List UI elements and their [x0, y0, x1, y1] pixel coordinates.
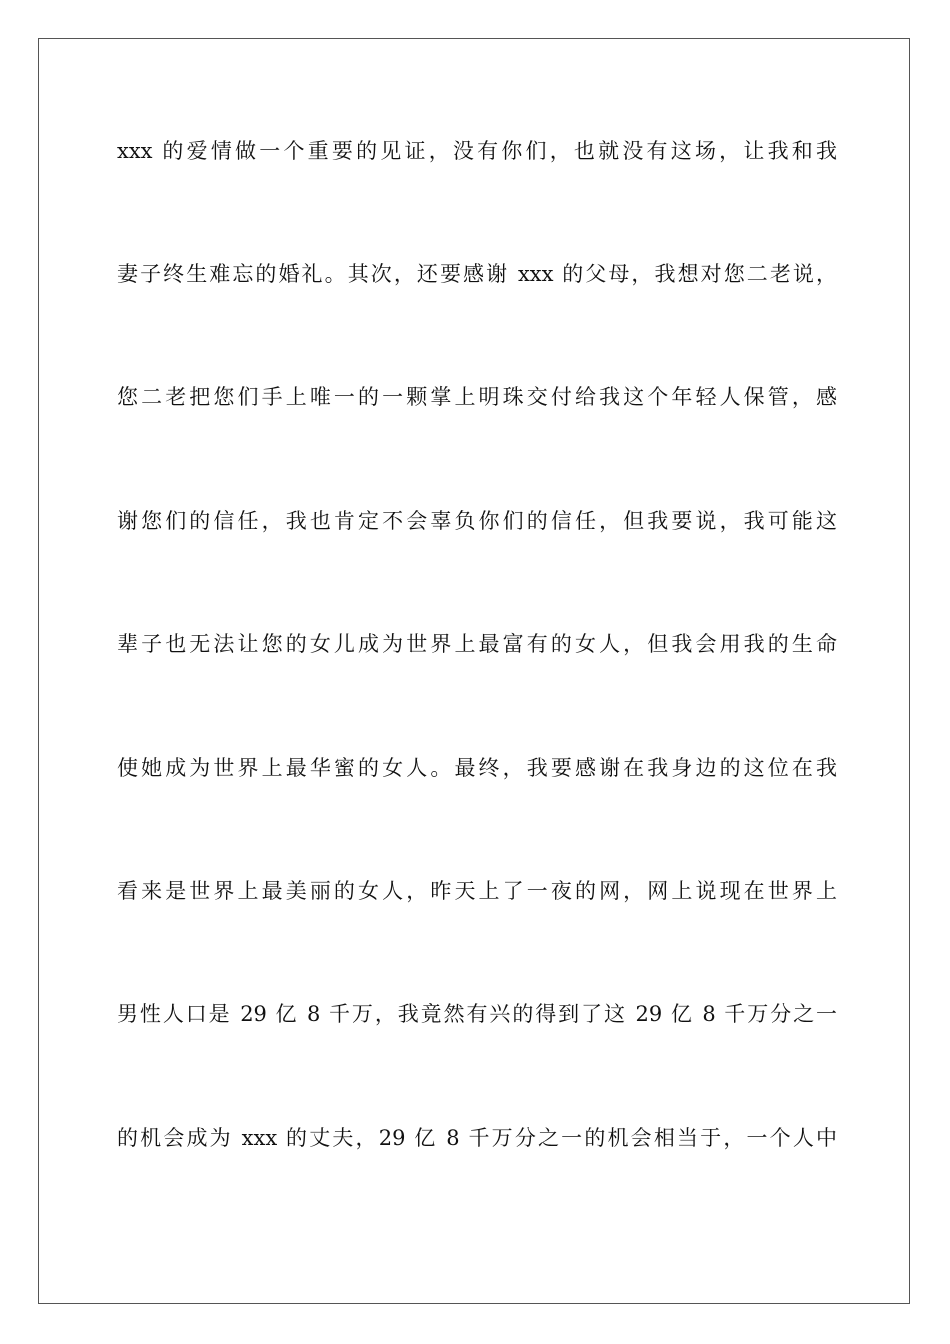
paragraph-line: 男性人口是 29 亿 8 千万，我竟然有兴的得到了这 29 亿 8 千万分之一 [117, 1002, 837, 1026]
paragraph-line: 辈子也无法让您的女儿成为世界上最富有的女人，但我会用我的生命 [117, 632, 837, 656]
paragraph-line: 妻子终生难忘的婚礼。其次，还要感谢 xxx 的父母，我想对您二老说， [117, 262, 837, 286]
paragraph-line: xxx 的爱情做一个重要的见证，没有你们，也就没有这场，让我和我 [117, 139, 837, 163]
paragraph-line: 谢您们的信任，我也肯定不会辜负你们的信任，但我要说，我可能这 [117, 509, 837, 533]
paragraph-line: 您二老把您们手上唯一的一颗掌上明珠交付给我这个年轻人保管，感 [117, 385, 837, 409]
paragraph-line: 的机会成为 xxx 的丈夫，29 亿 8 千万分之一的机会相当于，一个人中 [117, 1126, 837, 1150]
paragraph-line: 使她成为世界上最华蜜的女人。最终，我要感谢在我身边的这位在我 [117, 756, 837, 780]
paragraph-line: 看来是世界上最美丽的女人，昨天上了一夜的网，网上说现在世界上 [117, 879, 837, 903]
page-border [38, 38, 910, 1304]
